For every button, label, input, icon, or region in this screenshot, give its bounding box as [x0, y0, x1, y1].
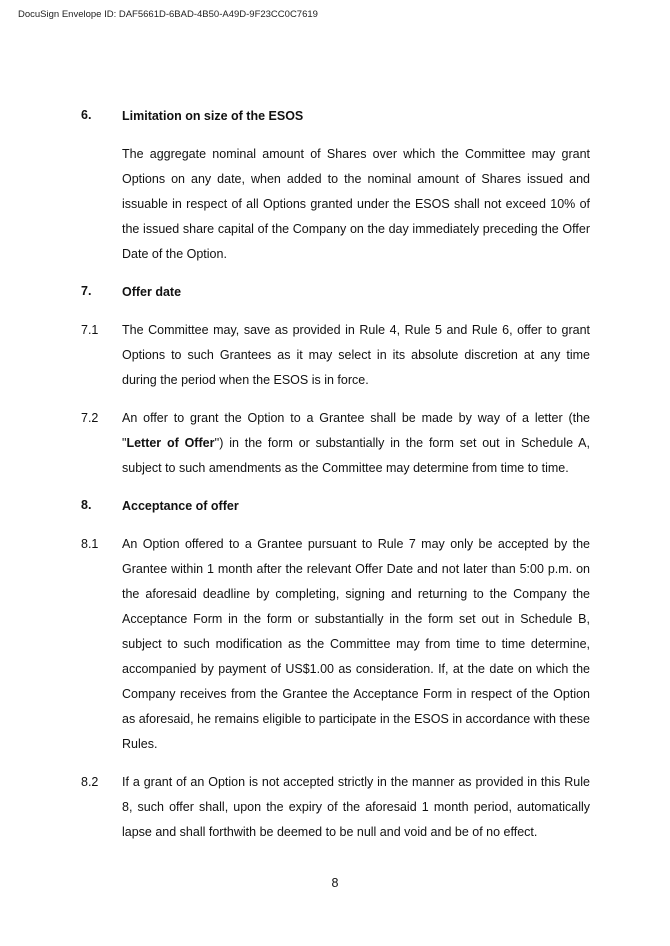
clause-text-start: An offer to grant the Option to a Grantee shall be made by way of a letter (the " — [122, 411, 590, 450]
clause-text: If a grant of an Option is not accepted strictly in the manner as provided in this Rule 8, such offer shall, upon the expiry of the aforesaid 1 month period, automatically lapse and shall forthwith be deemed to be null and void and be of no effect. — [122, 775, 590, 839]
defined-term: Letter of Offer — [126, 436, 215, 450]
section-number: 8. — [81, 498, 92, 512]
clause-text — [122, 406, 590, 481]
clause-text: An Option offered to a Grantee pursuant to Rule 7 may only be accepted by the Grantee within 1 month after the relevant Offer Date and not later than 5:00 p.m. on the aforesaid deadline by completing, signing and returning to the Company the Acceptance Form in the form or substantially in the form set out in Schedule B, subject to such modification as the Committee may from time to time determine, accompanied by payment of US$1.00 as consideration. If, at the date on which the Company receives from the Grantee the Acceptance Form in respect of the Option as aforesaid, he remains eligible to participate in the ESOS in accordance with these Rules. — [122, 537, 590, 751]
section-title: Offer date — [122, 285, 182, 299]
clause-text-end: '') in the form or substantially in the form set out in Schedule A, subject to such amendments as the Committee may determine from time to time. — [122, 436, 590, 475]
section-number: 7. — [81, 284, 92, 298]
clause-number: 8.1 — [81, 537, 99, 551]
docusign-envelope-id: DocuSign Envelope ID: DAF5661D-6BAD-4B50-A49D-9F23CC0C7619 — [18, 9, 318, 20]
clause-number: 7.2 — [81, 411, 99, 425]
clause-text: The Committee may, save as provided in Rule 4, Rule 5 and Rule 6, offer to grant Options to such Grantees as it may select in its absolute discretion at any time during the period when the ESOS is in force. — [122, 323, 590, 387]
section-title: Acceptance of offer — [122, 499, 239, 513]
paragraph-text: The aggregate nominal amount of Shares over which the Committee may grant Options on any date, when added to the nominal amount of Shares issued and issuable in respect of all Options granted under the ESOS shall not exceed 10% of the issued share capital of the Company on the day immediately preceding the Offer Date of the Option. — [122, 147, 590, 261]
section-title: Limitation on size of the ESOS — [122, 109, 304, 123]
section-number: 6. — [81, 108, 92, 122]
clause-number: 8.2 — [81, 775, 99, 789]
page-number: 8 — [331, 876, 339, 890]
clause-number: 7.1 — [81, 323, 99, 337]
